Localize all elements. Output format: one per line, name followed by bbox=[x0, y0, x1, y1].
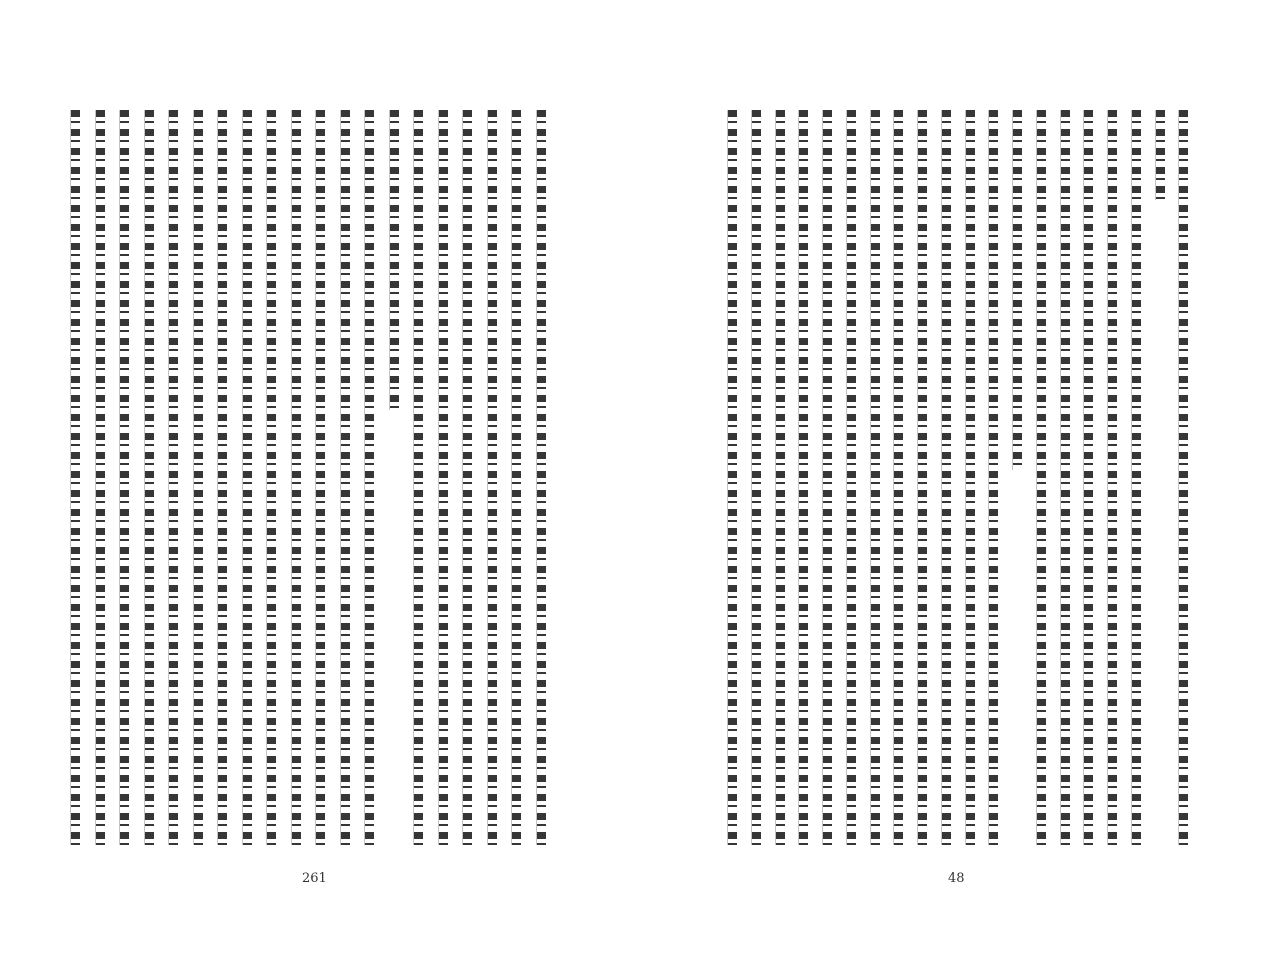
script-line bbox=[1131, 110, 1141, 845]
script-line bbox=[487, 110, 497, 845]
script-line bbox=[168, 110, 178, 845]
script-line bbox=[95, 110, 105, 845]
script-line bbox=[870, 110, 880, 845]
script-line bbox=[846, 110, 856, 845]
script-line bbox=[988, 110, 998, 845]
script-line bbox=[340, 110, 350, 845]
script-line bbox=[315, 110, 325, 845]
script-line bbox=[893, 110, 903, 845]
script-line bbox=[727, 110, 737, 845]
script-line bbox=[389, 110, 399, 410]
script-line bbox=[1155, 110, 1165, 200]
script-line bbox=[798, 110, 808, 845]
script-line bbox=[1012, 110, 1022, 470]
script-line bbox=[242, 110, 252, 845]
script-line bbox=[119, 110, 129, 845]
script-line bbox=[70, 110, 80, 845]
script-line bbox=[941, 110, 951, 845]
script-line bbox=[266, 110, 276, 845]
script-line bbox=[917, 110, 927, 845]
script-line bbox=[291, 110, 301, 845]
script-line bbox=[1107, 110, 1117, 845]
script-line bbox=[536, 110, 546, 845]
vertical-script-text-block bbox=[727, 110, 1202, 845]
script-line bbox=[462, 110, 472, 845]
script-line bbox=[775, 110, 785, 845]
script-line bbox=[1178, 110, 1188, 845]
right-page bbox=[632, 0, 1265, 978]
script-line bbox=[413, 110, 423, 845]
left-page bbox=[0, 0, 632, 978]
script-line bbox=[1060, 110, 1070, 845]
script-line bbox=[364, 110, 374, 845]
script-line bbox=[751, 110, 761, 845]
script-line bbox=[822, 110, 832, 845]
script-line bbox=[965, 110, 975, 845]
script-line bbox=[144, 110, 154, 845]
script-line bbox=[438, 110, 448, 845]
script-line bbox=[193, 110, 203, 845]
vertical-script-text-block bbox=[70, 110, 560, 845]
script-line bbox=[217, 110, 227, 845]
script-line bbox=[1083, 110, 1093, 845]
page-number: 261 bbox=[302, 871, 327, 886]
script-line bbox=[511, 110, 521, 845]
page-number: 48 bbox=[948, 871, 965, 886]
script-line bbox=[1036, 110, 1046, 845]
